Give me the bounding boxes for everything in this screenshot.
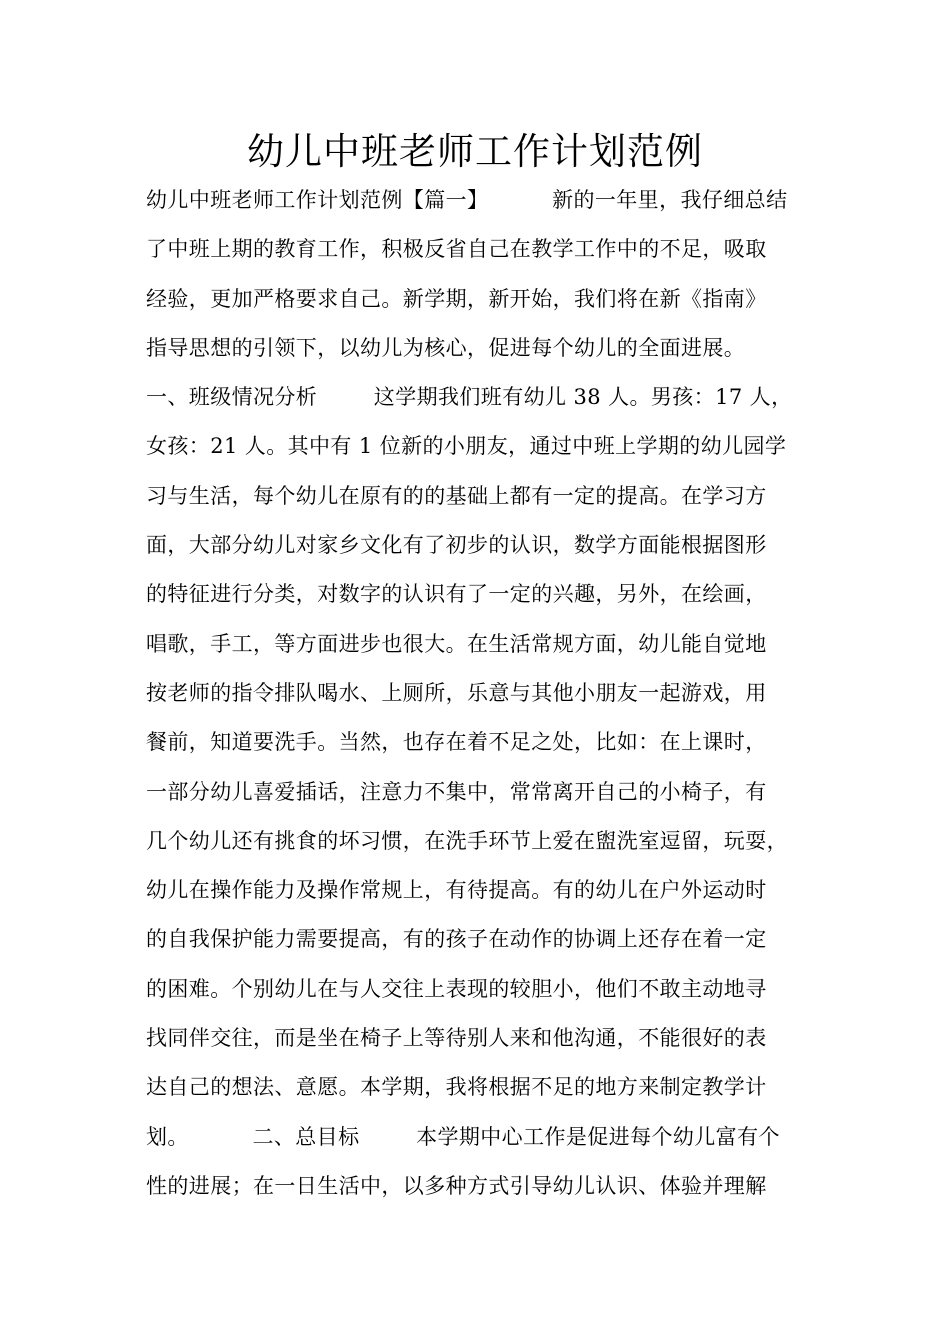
body-line: 餐前，知道要洗手。当然，也存在着不足之处，比如：在上课时， <box>146 730 767 755</box>
body-line: 唱歌，手工，等方面进步也很大。在生活常规方面，幼儿能自觉地 <box>146 631 767 656</box>
body-line: 了中班上期的教育工作，积极反省自己在教学工作中的不足，吸取 <box>146 237 767 262</box>
body-line: 一、班级情况分析 这学期我们班有幼儿 38 人。男孩：17 人， <box>146 385 793 410</box>
body-line: 达自己的想法、意愿。本学期，我将根据不足的地方来制定教学计 <box>146 1075 767 1100</box>
body-line: 几个幼儿还有挑食的坏习惯，在洗手环节上爱在盥洗室逗留，玩耍， <box>146 828 788 853</box>
body-line: 按老师的指令排队喝水、上厕所，乐意与其他小朋友一起游戏，用 <box>146 680 767 705</box>
document-title: 幼儿中班老师工作计划范例 <box>247 130 703 173</box>
body-line: 划。 二、总目标 本学期中心工作是促进每个幼儿富有个 <box>146 1124 780 1149</box>
body-line: 幼儿中班老师工作计划范例【篇一】 新的一年里，我仔细总结 <box>146 188 788 212</box>
body-line: 女孩：21 人。其中有 1 位新的小朋友，通过中班上学期的幼儿园学 <box>146 434 787 459</box>
body-line: 的困难。个别幼儿在与人交往上表现的较胆小，他们不敢主动地寻 <box>146 976 767 1001</box>
body-line: 的特征进行分类，对数字的认识有了一定的兴趣，另外，在绘画， <box>146 582 767 607</box>
body-line: 找同伴交往，而是坐在椅子上等待别人来和他沟通，不能很好的表 <box>146 1026 767 1051</box>
body-line: 指导思想的引领下，以幼儿为核心，促进每个幼儿的全面进展。 <box>146 335 746 360</box>
document-body <box>146 182 821 1217</box>
body-line: 幼儿在操作能力及操作常规上，有待提高。有的幼儿在户外运动时 <box>146 878 767 903</box>
body-line: 习与生活，每个幼儿在原有的的基础上都有一定的提高。在学习方 <box>146 483 767 508</box>
body-line: 一部分幼儿喜爱插话，注意力不集中，常常离开自己的小椅子，有 <box>146 779 767 804</box>
body-line: 经验，更加严格要求自己。新学期，新开始，我们将在新《指南》 <box>146 286 767 311</box>
body-line: 的自我保护能力需要提高，有的孩子在动作的协调上还存在着一定 <box>146 927 767 952</box>
body-line: 面，大部分幼儿对家乡文化有了初步的认识，数学方面能根据图形 <box>146 533 767 558</box>
body-line: 性的进展；在一日生活中，以多种方式引导幼儿认识、体验并理解 <box>146 1173 767 1198</box>
